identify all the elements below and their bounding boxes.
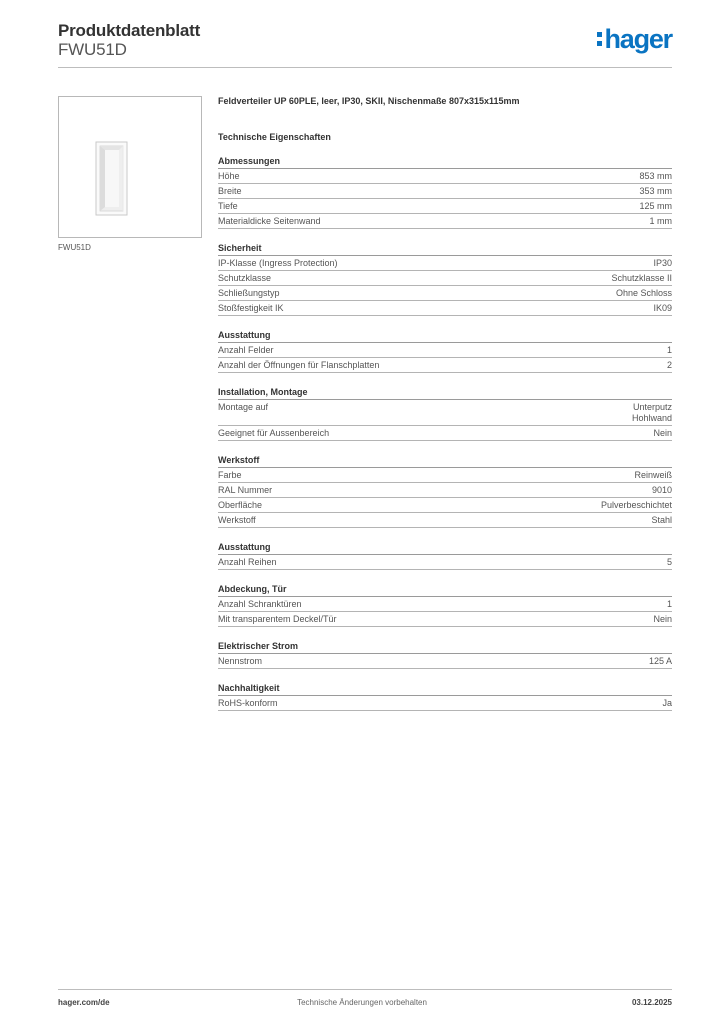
- property-value-line: 1: [666, 345, 672, 355]
- property-section: [218, 156, 672, 229]
- property-value-line: Stahl: [651, 515, 672, 525]
- property-row: [218, 696, 672, 711]
- property-label: Anzahl der Öffnungen für Flanschplatten: [218, 360, 380, 370]
- property-value-line: Hohlwand: [631, 413, 672, 423]
- section-title: Werkstoff: [218, 455, 672, 468]
- property-row: [218, 498, 672, 513]
- property-row: [218, 513, 672, 528]
- property-section: [218, 387, 672, 441]
- property-label: Mit transparentem Deckel/Tür: [218, 614, 337, 624]
- section-title: Ausstattung: [218, 330, 672, 343]
- property-value-line: 353 mm: [639, 186, 672, 196]
- property-row: [218, 286, 672, 301]
- property-value-line: 125 mm: [639, 201, 672, 211]
- property-row: [218, 214, 672, 229]
- property-label: RoHS-konform: [218, 698, 278, 708]
- property-label: Schutzklasse: [218, 273, 272, 283]
- property-section: [218, 641, 672, 669]
- property-value: [611, 273, 672, 284]
- section-title: Abdeckung, Tür: [218, 584, 672, 597]
- property-value-line: IP30: [653, 258, 672, 268]
- footer-disclaimer: Technische Änderungen vorbehalten: [297, 998, 427, 1007]
- section-title: Abmessungen: [218, 156, 672, 169]
- footer-date: 03.12.2025: [631, 998, 672, 1007]
- property-label: Geeignet für Aussenbereich: [218, 428, 330, 438]
- property-label: IP-Klasse (Ingress Protection): [218, 258, 338, 268]
- property-value: [667, 345, 672, 356]
- property-row: [218, 555, 672, 570]
- property-label: Materialdicke Seitenwand: [218, 216, 321, 226]
- property-label: Stoßfestigkeit IK: [218, 303, 284, 313]
- footer-website[interactable]: hager.com/de: [58, 998, 110, 1007]
- page-title: Produktdatenblatt: [58, 21, 201, 40]
- property-value: [649, 656, 672, 667]
- property-value-line: 125 A: [648, 656, 672, 666]
- property-value-line: Nein: [653, 614, 672, 624]
- property-label: Montage auf: [218, 402, 269, 412]
- property-section: [218, 542, 672, 570]
- property-value-line: 1: [666, 599, 672, 609]
- technical-properties-heading: Technische Eigenschaften: [218, 132, 331, 142]
- property-value: [650, 216, 673, 227]
- property-row: [218, 199, 672, 214]
- property-label: RAL Nummer: [218, 485, 273, 495]
- property-value: [653, 303, 672, 314]
- section-title: Ausstattung: [218, 542, 672, 555]
- property-value-line: Ohne Schloss: [615, 288, 672, 298]
- property-value: [632, 402, 672, 424]
- section-title: Sicherheit: [218, 243, 672, 256]
- property-label: Breite: [218, 186, 242, 196]
- property-row: [218, 271, 672, 286]
- property-value: [639, 186, 672, 197]
- property-row: [218, 597, 672, 612]
- logo-text: hager: [604, 24, 672, 54]
- property-row: [218, 343, 672, 358]
- property-label: Schließungstyp: [218, 288, 280, 298]
- property-value: [653, 428, 672, 439]
- property-section: [218, 455, 672, 528]
- property-value: [639, 201, 672, 212]
- section-title: Elektrischer Strom: [218, 641, 672, 654]
- property-value: [601, 500, 672, 511]
- property-value-line: 853 mm: [639, 171, 672, 181]
- property-label: Anzahl Reihen: [218, 557, 277, 567]
- logo-colon-icon: [597, 32, 602, 48]
- property-row: [218, 468, 672, 483]
- property-value: [667, 557, 672, 568]
- property-value-line: Ja: [662, 698, 672, 708]
- property-label: Tiefe: [218, 201, 238, 211]
- property-value: [653, 258, 672, 269]
- footer-divider: [58, 989, 672, 990]
- property-section: [218, 683, 672, 711]
- property-value-line: 5: [666, 557, 672, 567]
- product-description: Feldverteiler UP 60PLE, leer, IP30, SKII, Nischenmaße 807x315x115mm: [218, 96, 520, 106]
- image-caption: FWU51D: [58, 243, 91, 252]
- property-value-line: Nein: [653, 428, 672, 438]
- property-value-line: Reinweiß: [634, 470, 672, 480]
- property-value-line: Pulverbeschichtet: [600, 500, 672, 510]
- section-title: Nachhaltigkeit: [218, 683, 672, 696]
- property-label: Farbe: [218, 470, 242, 480]
- property-value-line: 9010: [651, 485, 672, 495]
- property-row: [218, 400, 672, 426]
- product-code: FWU51D: [58, 40, 127, 59]
- property-value: [653, 614, 672, 625]
- property-value: [667, 599, 672, 610]
- property-value-line: Unterputz: [632, 402, 672, 412]
- header-divider: [58, 67, 672, 68]
- property-value: [667, 360, 672, 371]
- property-value: [616, 288, 672, 299]
- property-value: [651, 515, 672, 526]
- property-label: Werkstoff: [218, 515, 256, 525]
- section-title: Installation, Montage: [218, 387, 672, 400]
- property-row: [218, 184, 672, 199]
- property-value-line: 2: [666, 360, 672, 370]
- property-row: [218, 612, 672, 627]
- product-image: [58, 96, 202, 238]
- property-label: Oberfläche: [218, 500, 263, 510]
- property-value: [634, 470, 672, 481]
- property-label: Nennstrom: [218, 656, 263, 666]
- property-row: [218, 358, 672, 373]
- property-row: [218, 483, 672, 498]
- property-value-line: Schutzklasse II: [611, 273, 672, 283]
- property-row: [218, 426, 672, 441]
- property-section: [218, 584, 672, 627]
- property-label: Höhe: [218, 171, 240, 181]
- property-value: [662, 698, 672, 709]
- properties-list: [218, 156, 672, 711]
- product-details: [218, 96, 672, 711]
- property-value-line: 1 mm: [649, 216, 672, 226]
- property-section: [218, 330, 672, 373]
- property-value: [639, 171, 672, 182]
- property-row: [218, 654, 672, 669]
- hager-logo[interactable]: [597, 26, 672, 53]
- property-label: Anzahl Schranktüren: [218, 599, 302, 609]
- distribution-box-icon: [59, 97, 203, 239]
- property-row: [218, 169, 672, 184]
- property-value-line: IK09: [653, 303, 672, 313]
- property-section: [218, 243, 672, 316]
- property-label: Anzahl Felder: [218, 345, 274, 355]
- property-row: [218, 256, 672, 271]
- property-row: [218, 301, 672, 316]
- property-value: [652, 485, 672, 496]
